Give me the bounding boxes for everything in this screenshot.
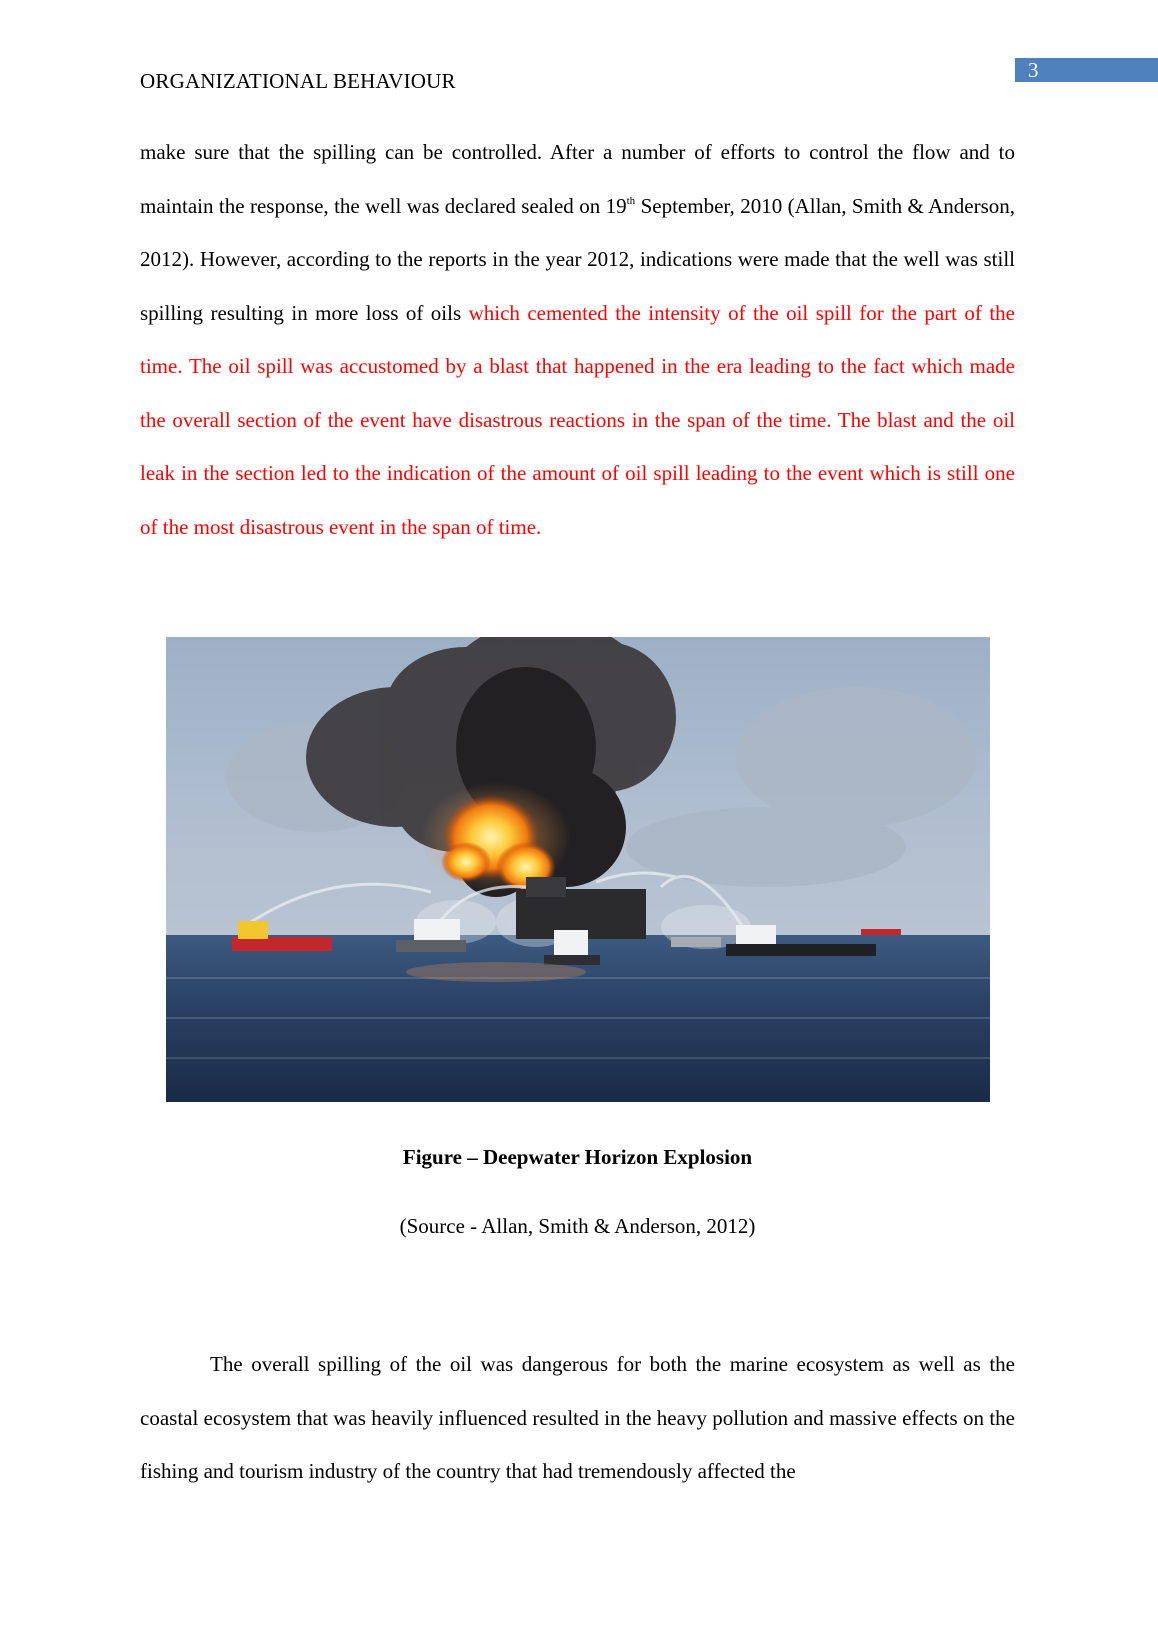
figure-caption-title: Figure – Deepwater Horizon Explosion [402,1145,753,1169]
running-head: ORGANIZATIONAL BEHAVIOUR [140,69,456,93]
paragraph-1-text-b: September, 2010 (Allan, Smith & Anderson, 2012). However, according to the reports in the year 2012, indications were made that the well was still spilling resulting in more loss of oils [140,193,1015,325]
deepwater-horizon-photo [166,637,990,1102]
figure-caption-source: (Source - Allan, Smith & Anderson, 2012) [399,1214,756,1238]
ordinal-suffix: th [626,194,636,207]
page-number: 3 [1015,58,1158,82]
highlighted-text: which cemented the intensity of the oil spill for the part of the time. The oil spill was accustomed by a blast that happened in the era leading to the fact which made the overall section of the event have disastrous reactions in the span of the time. The blast and the oil leak in the section led to the indication of the amount of oil spill leading to the event which is still one of the most disastrous event in the span of time. [140,300,1015,539]
paragraph-1-text-a: make sure that the spilling can be controlled. After a number of efforts to control the flow and to maintain the response, the well was declared sealed on 19 [140,140,1015,218]
body-paragraph-1 [140,126,1015,554]
body-paragraph-2: The overall spilling of the oil was dangerous for both the marine ecosystem as well as the coastal ecosystem that was heavily influenced resulted in the heavy pollution and massive effects on the fishing and tourism industry of the country that had tremendously affected the [140,1352,1015,1483]
